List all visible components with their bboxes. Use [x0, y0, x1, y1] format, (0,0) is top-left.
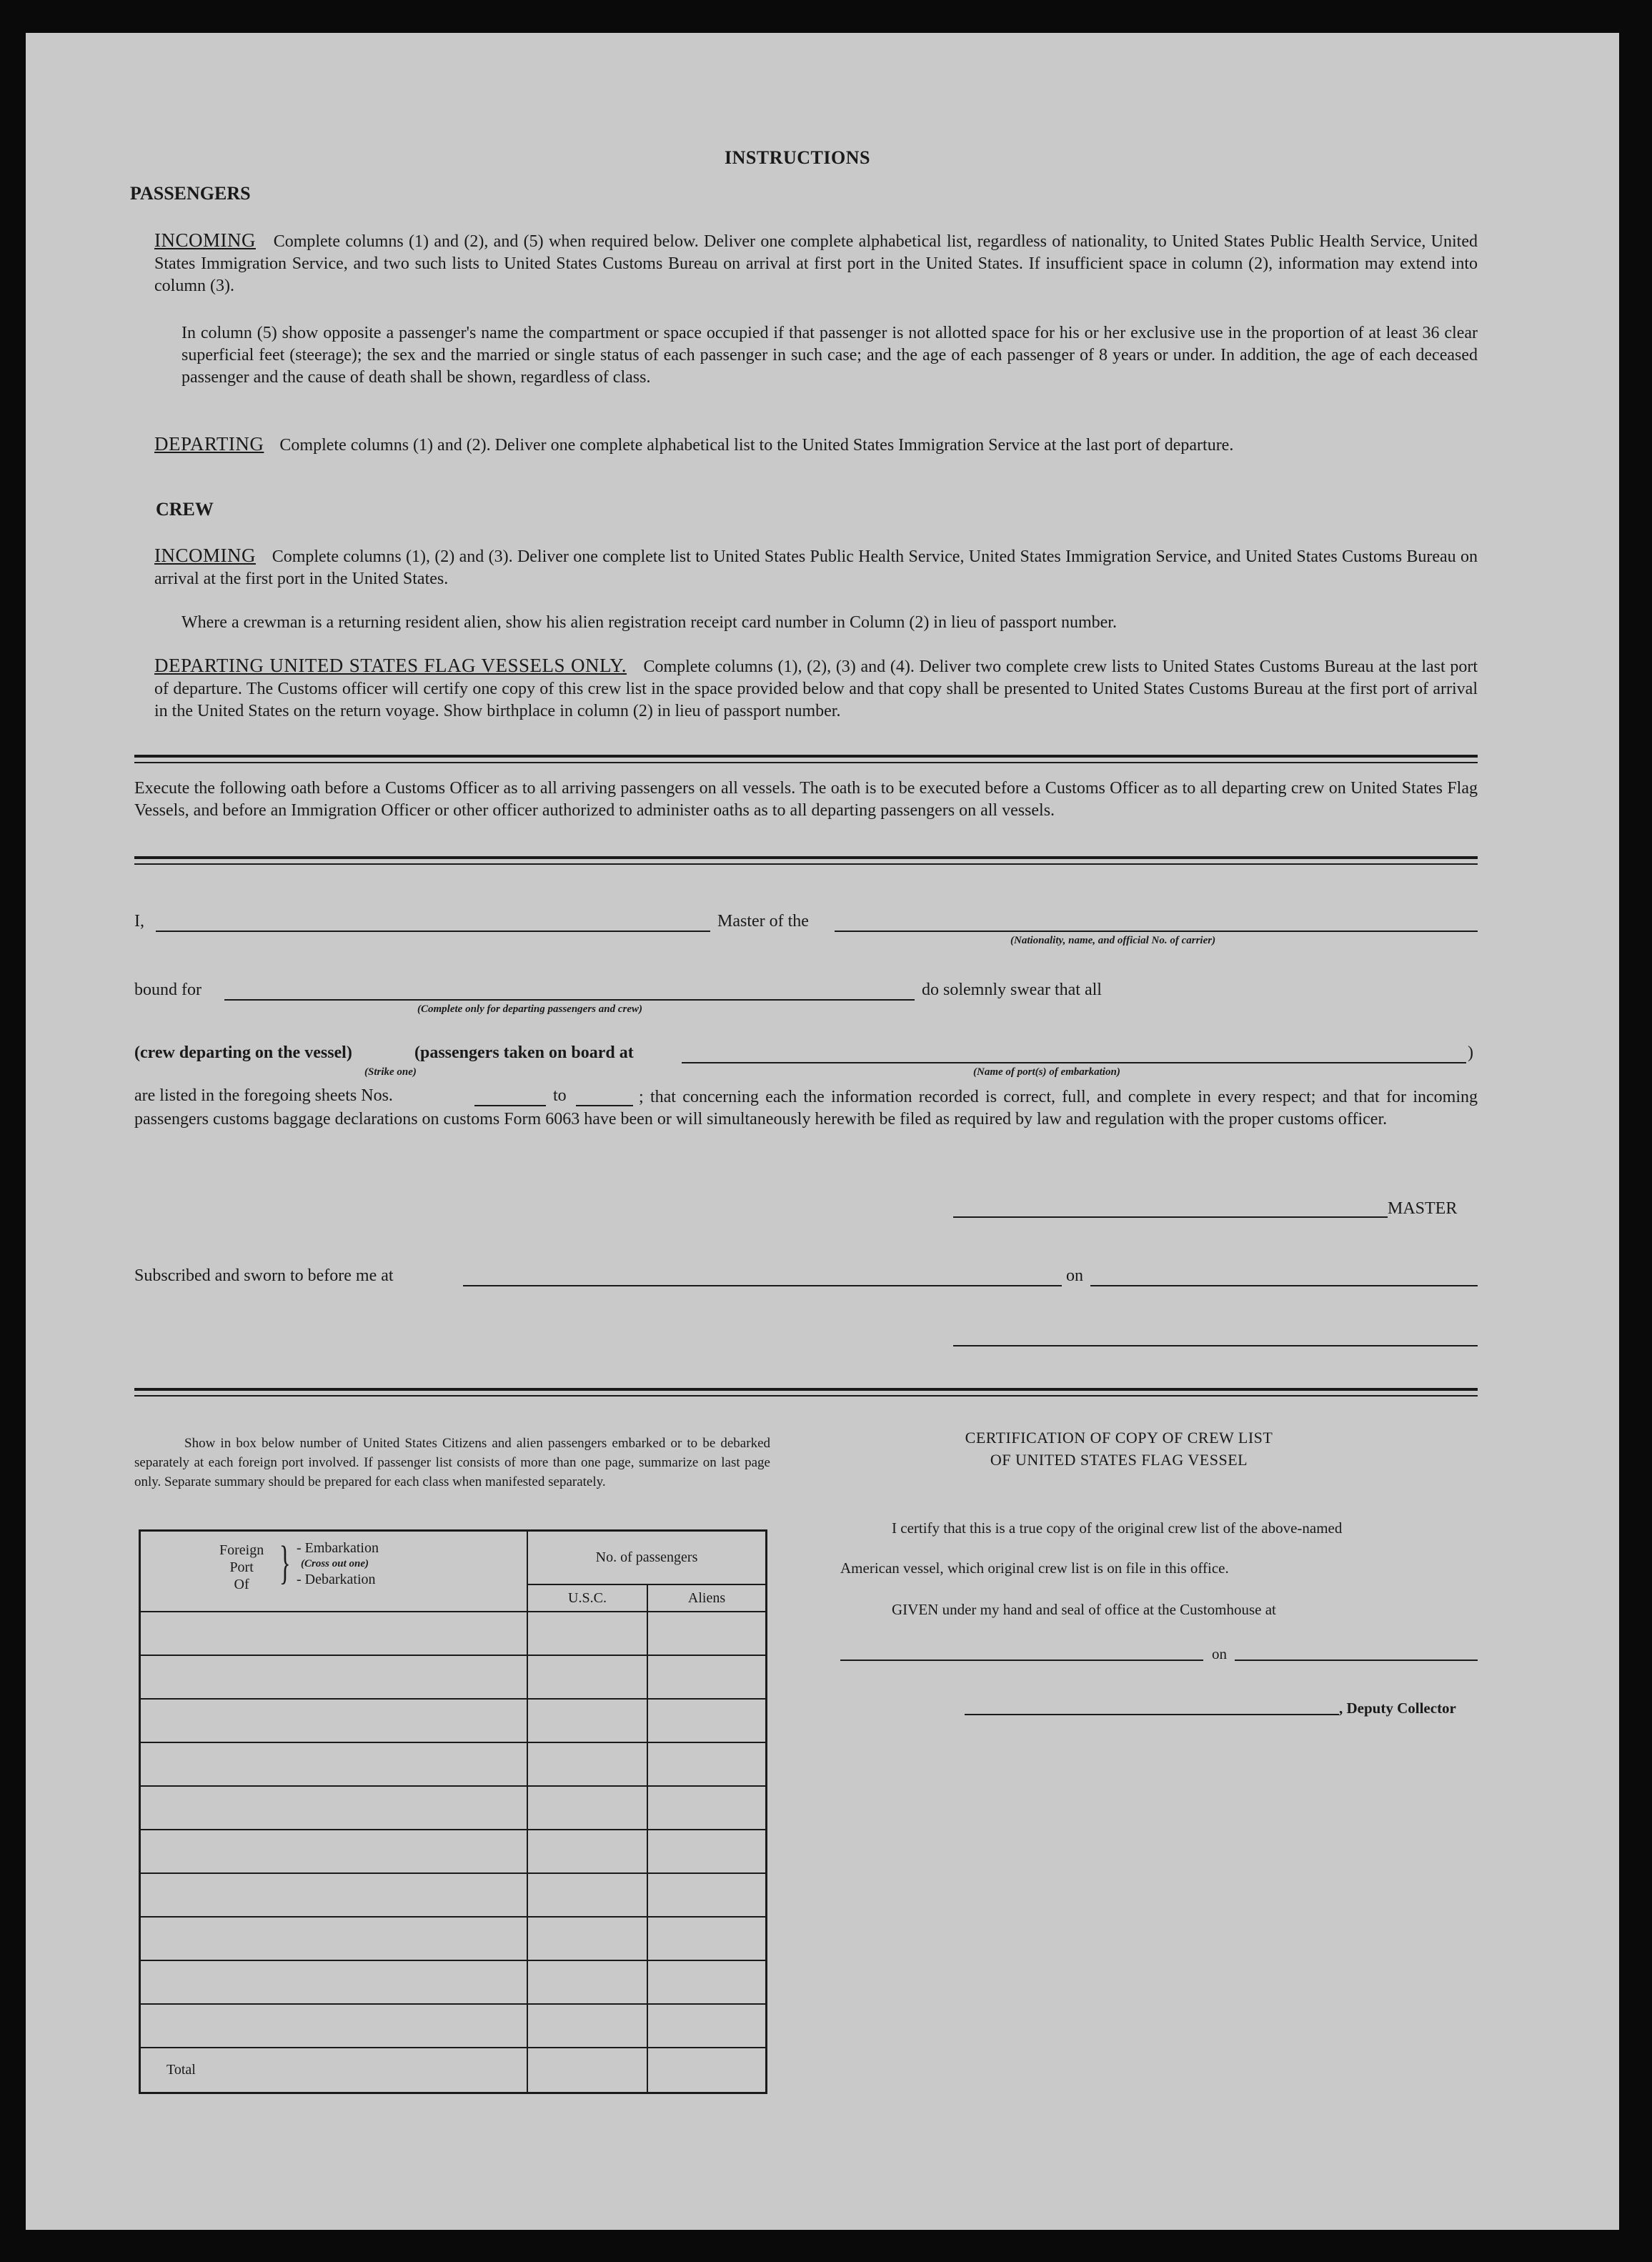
port-cell[interactable]	[140, 2004, 528, 2048]
master-signature-field[interactable]	[953, 1216, 1388, 1218]
passengers-incoming-label: INCOMING	[154, 229, 256, 251]
debarkation-label: - Debarkation	[297, 1572, 376, 1587]
destination-field[interactable]	[224, 999, 915, 1001]
port-cell[interactable]	[140, 1699, 528, 1742]
certify-line1: I certify that this is a true copy of the original crew list of the above-named	[892, 1519, 1343, 1537]
bound-for-label: bound for	[134, 981, 201, 999]
port-cell[interactable]	[140, 1960, 528, 2004]
port-cell[interactable]	[140, 1742, 528, 1786]
crew-heading: CREW	[156, 499, 214, 520]
port-header-cell	[140, 1531, 528, 1612]
table-row	[140, 1830, 767, 1873]
page-title: INSTRUCTIONS	[725, 147, 870, 168]
crew-departing-paragraph	[154, 655, 1478, 723]
table-row	[140, 1655, 767, 1699]
deputy-collector-label: , Deputy Collector	[1339, 1700, 1456, 1717]
to-word: to	[553, 1086, 567, 1105]
on-word: on	[1066, 1266, 1083, 1285]
port-cell[interactable]	[140, 1873, 528, 1917]
passenger-summary-table	[139, 1529, 767, 2094]
divider-oath	[134, 856, 1478, 859]
oath-i-label: I,	[134, 912, 144, 931]
strike-one-caption: (Strike one)	[364, 1066, 417, 1078]
total-row	[140, 2048, 767, 2093]
passengers-heading: PASSENGERS	[130, 183, 251, 204]
listed-start: are listed in the foregoing sheets Nos.	[134, 1086, 393, 1105]
usc-cell[interactable]	[527, 1742, 647, 1786]
cert-date-field[interactable]	[1235, 1660, 1478, 1661]
foreign-label: Foreign	[219, 1542, 264, 1558]
aliens-cell[interactable]	[647, 1830, 767, 1873]
port-cell[interactable]	[140, 1917, 528, 1960]
swear-label: do solemnly swear that all	[922, 981, 1102, 999]
usc-header: U.S.C.	[527, 1584, 647, 1612]
cross-out-label: (Cross out one)	[301, 1558, 369, 1569]
aliens-cell[interactable]	[647, 1960, 767, 2004]
carrier-field[interactable]	[835, 931, 1478, 932]
table-row	[140, 1873, 767, 1917]
usc-cell[interactable]	[527, 1960, 647, 2004]
aliens-cell[interactable]	[647, 2004, 767, 2048]
certify-line2: American vessel, which original crew list is on file in this office.	[840, 1559, 1229, 1577]
usc-cell[interactable]	[527, 1917, 647, 1960]
of-label: Of	[234, 1577, 249, 1592]
embarkation-ports-field[interactable]	[682, 1062, 1466, 1063]
passengers-departing-paragraph	[154, 433, 1478, 457]
port-cell[interactable]	[140, 1612, 528, 1655]
divider-bottom	[134, 1388, 1478, 1391]
deputy-signature-field[interactable]	[965, 1714, 1339, 1715]
passengers-taken-label: (passengers taken on board at	[414, 1043, 634, 1062]
departing-caption: (Complete only for departing passengers and crew)	[417, 1003, 642, 1015]
crew-incoming-text: Complete columns (1), (2) and (3). Deliver one complete list to United States Public Health Service, United States Immigration Service, and United States Customs Bureau on arrival at the first port in the United States.	[154, 547, 1478, 588]
aliens-cell[interactable]	[647, 1742, 767, 1786]
crew-incoming-label: INCOMING	[154, 545, 256, 566]
ports-caption: (Name of port(s) of embarkation)	[973, 1066, 1120, 1078]
aliens-header: Aliens	[647, 1584, 767, 1612]
usc-cell[interactable]	[527, 1830, 647, 1873]
total-aliens-cell[interactable]	[647, 2048, 767, 2093]
officer-signature-field[interactable]	[953, 1345, 1478, 1346]
certification-heading	[840, 1427, 1398, 1471]
resident-alien-paragraph: Where a crewman is a returning resident alien, show his alien registration receipt card number in Column (2) in lieu of passport number.	[181, 613, 1117, 632]
usc-cell[interactable]	[527, 2004, 647, 2048]
master-of-the-label: Master of the	[717, 912, 809, 931]
subscribed-label: Subscribed and sworn to before me at	[134, 1266, 394, 1285]
close-paren: )	[1468, 1043, 1473, 1062]
table-row	[140, 1960, 767, 2004]
aliens-cell[interactable]	[647, 1917, 767, 1960]
sworn-date-field[interactable]	[1090, 1285, 1478, 1286]
carrier-caption: (Nationality, name, and official No. of carrier)	[1010, 935, 1216, 946]
port-label: Port	[229, 1559, 254, 1575]
passengers-departing-text: Complete columns (1) and (2). Deliver one complete alphabetical list to the United States Immigration Service at the last port of departure.	[279, 436, 1234, 455]
divider-top-thin	[134, 762, 1478, 763]
brace-icon: }	[279, 1537, 291, 1589]
embarkation-label: - Embarkation	[297, 1540, 379, 1556]
given-line: GIVEN under my hand and seal of office at the Customhouse at	[892, 1601, 1276, 1618]
port-cell[interactable]	[140, 1786, 528, 1830]
master-label: MASTER	[1388, 1199, 1458, 1218]
aliens-cell[interactable]	[647, 1873, 767, 1917]
passengers-incoming-paragraph	[154, 229, 1478, 297]
passengers-incoming-text: Complete columns (1) and (2), and (5) when required below. Deliver one complete alphabetical list, regardless of nationality, to United States Public Health Service, United States Immigration Service, and two such lists to United States Customs Bureau on arrival at first port in the United States. If insufficient space in column (2), information may extend into column (3).	[154, 232, 1478, 295]
port-cell[interactable]	[140, 1830, 528, 1873]
usc-cell[interactable]	[527, 1786, 647, 1830]
certification-heading-line1: CERTIFICATION OF COPY OF CREW LIST	[965, 1429, 1273, 1447]
crew-departing-text: Complete columns (1), (2), (3) and (4). Deliver two complete crew lists to United States Customs Bureau at the last port of departure. The Customs officer will certify one copy of this crew list in the space provided below and that copy shall be presented to United States Customs Bureau at the first port of arrival in the United States on the return voyage. Show birthplace in column (2) in lieu of passport number.	[154, 658, 1478, 720]
table-row	[140, 1742, 767, 1786]
master-name-field[interactable]	[156, 931, 710, 932]
aliens-cell[interactable]	[647, 1612, 767, 1655]
passengers-departing-label: DEPARTING	[154, 433, 264, 455]
total-label: Total	[140, 2048, 528, 2093]
summary-instructions: Show in box below number of United States Citizens and alien passengers embarked or to be debarked separately at each foreign port involved. If passenger list consists of more than one page, summarize on last page only. Separate summary should be prepared for each class when manifested separately.	[134, 1436, 770, 1489]
usc-cell[interactable]	[527, 1873, 647, 1917]
sworn-place-field[interactable]	[463, 1285, 1062, 1286]
crew-departing-label: (crew departing on the vessel)	[134, 1043, 352, 1062]
listed-rest: ; that concerning each the information recorded is correct, full, and complete in every respect; and that for incoming passengers customs baggage declarations on customs Form 6063 have been or will simultaneously herewith be filed as required by law and regulation with the proper customs officer.	[134, 1088, 1478, 1128]
usc-cell[interactable]	[527, 1655, 647, 1699]
table-row	[140, 1699, 767, 1742]
port-cell[interactable]	[140, 1655, 528, 1699]
certification-heading-line2: OF UNITED STATES FLAG VESSEL	[990, 1451, 1248, 1469]
table-row	[140, 1612, 767, 1655]
crew-departing-label: DEPARTING UNITED STATES FLAG VESSELS ONLY.	[154, 655, 627, 676]
divider-bottom-thin	[134, 1395, 1478, 1397]
total-usc-cell[interactable]	[527, 2048, 647, 2093]
cert-on-word: on	[1212, 1645, 1227, 1662]
table-row	[140, 1786, 767, 1830]
aliens-cell[interactable]	[647, 1655, 767, 1699]
divider-oath-thin	[134, 863, 1478, 865]
table-row	[140, 1917, 767, 1960]
customhouse-field[interactable]	[840, 1660, 1203, 1661]
table-row	[140, 2004, 767, 2048]
column5-paragraph: In column (5) show opposite a passenger's name the compartment or space occupied if that passenger is not allotted space for his or her exclusive use in the proportion of at least 36 clear superficial feet (steerage); the sex and the married or single status of each passenger in such case; and the age of each passenger of 8 years or under. In addition, the age of each deceased passenger and the cause of death shall be shown, regardless of class.	[181, 324, 1478, 387]
aliens-cell[interactable]	[647, 1786, 767, 1830]
usc-cell[interactable]	[527, 1699, 647, 1742]
usc-cell[interactable]	[527, 1612, 647, 1655]
crew-incoming-paragraph	[154, 545, 1478, 590]
oath-intro: Execute the following oath before a Customs Officer as to all arriving passengers on all vessels. The oath is to be executed before a Customs Officer as to all departing crew on United States Flag Vessels, and before an Immigration Officer or other officer authorized to administer oaths as to all departing passengers on all vessels.	[134, 779, 1478, 820]
no-passengers-header: No. of passengers	[527, 1531, 767, 1585]
form-sheet	[26, 33, 1619, 2230]
aliens-cell[interactable]	[647, 1699, 767, 1742]
divider-top	[134, 755, 1478, 758]
